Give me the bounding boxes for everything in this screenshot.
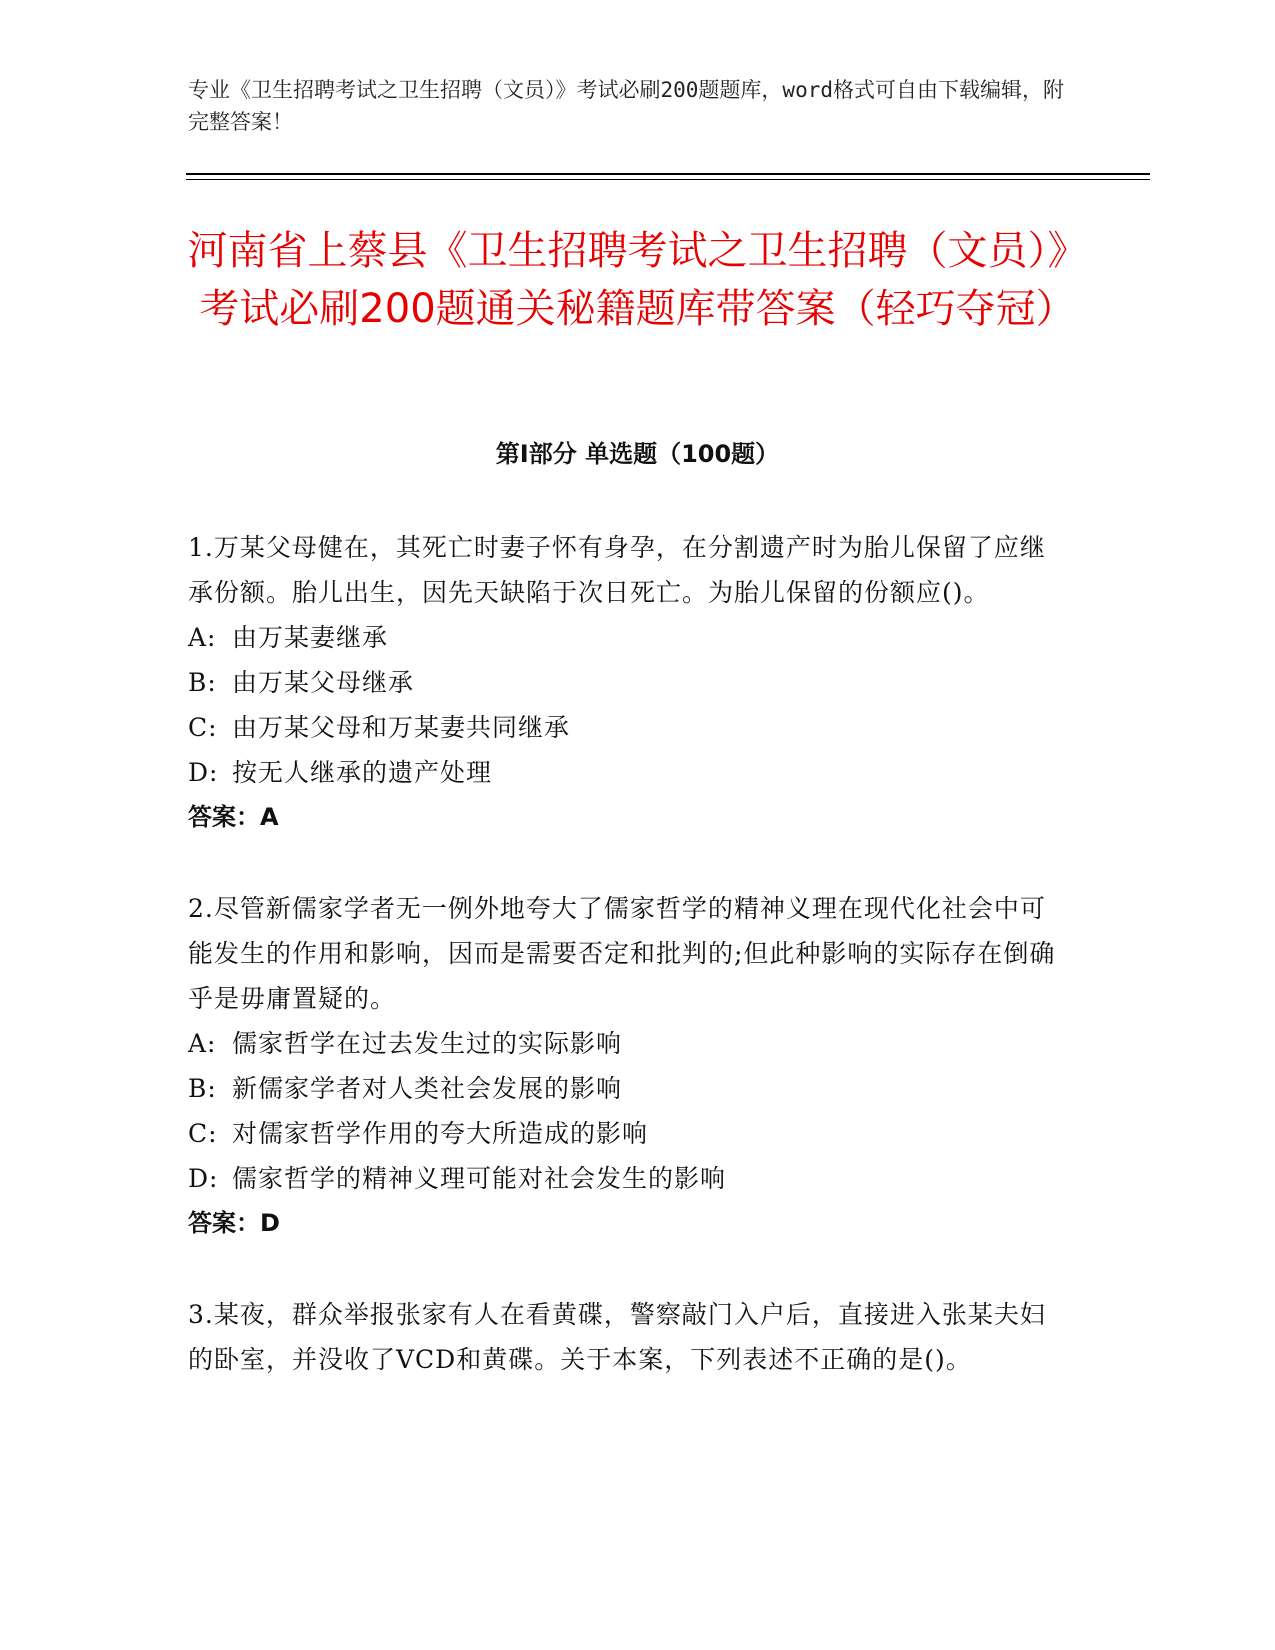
option-letter: C: — [188, 713, 218, 742]
answer-label: 答案： — [188, 803, 260, 831]
header-divider-thin — [186, 179, 1150, 180]
option-text: 儒家哲学的精神义理可能对社会发生的影响 — [232, 1164, 727, 1193]
option-c — [188, 1111, 1068, 1156]
question-stem: 3.某夜，群众举报张家有人在看黄碟，警察敲门入户后，直接进入张某夫妇的卧室，并没收了VCD和黄碟。关于本案，下列表述不正确的是()。 — [188, 1300, 1046, 1374]
option-text: 新儒家学者对人类社会发展的影响 — [232, 1074, 623, 1103]
option-letter: D: — [188, 758, 219, 787]
header-divider-thick — [186, 173, 1150, 175]
answer-line — [188, 795, 1068, 840]
option-letter: D: — [188, 1164, 219, 1193]
answer-line — [188, 1201, 1068, 1246]
option-a — [188, 615, 1068, 660]
option-b — [188, 1066, 1068, 1111]
option-letter: A: — [188, 623, 217, 652]
section-title: 第Ⅰ部分 单选题（100题） — [495, 440, 780, 468]
option-d — [188, 1156, 1068, 1201]
header-note: 专业《卫生招聘考试之卫生招聘（文员）》考试必刷200题题库，word格式可自由下载编辑，附完整答案！ — [188, 78, 1064, 134]
option-text: 儒家哲学在过去发生过的实际影响 — [232, 1029, 623, 1058]
answer-label: 答案： — [188, 1209, 260, 1237]
question-1 — [188, 525, 1068, 840]
answer-value: D — [260, 1209, 280, 1237]
question-3 — [188, 1292, 1068, 1382]
option-text: 按无人继承的遗产处理 — [232, 758, 493, 787]
answer-value: A — [260, 803, 279, 831]
option-letter: A: — [188, 1029, 217, 1058]
option-text: 由万某父母和万某妻共同继承 — [232, 713, 571, 742]
option-text: 由万某父母继承 — [232, 668, 415, 697]
question-stem: 1.万某父母健在，其死亡时妻子怀有身孕，在分割遗产时为胎儿保留了应继承份额。胎儿出生，因先天缺陷于次日死亡。为胎儿保留的份额应()。 — [188, 533, 1046, 607]
option-d — [188, 750, 1068, 795]
document-title: 河南省上蔡县《卫生招聘考试之卫生招聘（文员）》考试必刷200题通关秘籍题库带答案（轻巧夺冠） — [187, 228, 1088, 332]
question-2 — [188, 886, 1068, 1246]
option-letter: B: — [188, 1074, 217, 1103]
option-letter: B: — [188, 668, 217, 697]
question-stem: 2.尽管新儒家学者无一例外地夸大了儒家哲学的精神义理在现代化社会中可能发生的作用和影响，因而是需要否定和批判的;但此种影响的实际存在倒确乎是毋庸置疑的。 — [188, 894, 1056, 1013]
option-b — [188, 660, 1068, 705]
option-letter: C: — [188, 1119, 218, 1148]
option-text: 由万某妻继承 — [232, 623, 389, 652]
option-c — [188, 705, 1068, 750]
option-text: 对儒家哲学作用的夸大所造成的影响 — [232, 1119, 649, 1148]
option-a — [188, 1021, 1068, 1066]
question-list — [188, 525, 1068, 1428]
